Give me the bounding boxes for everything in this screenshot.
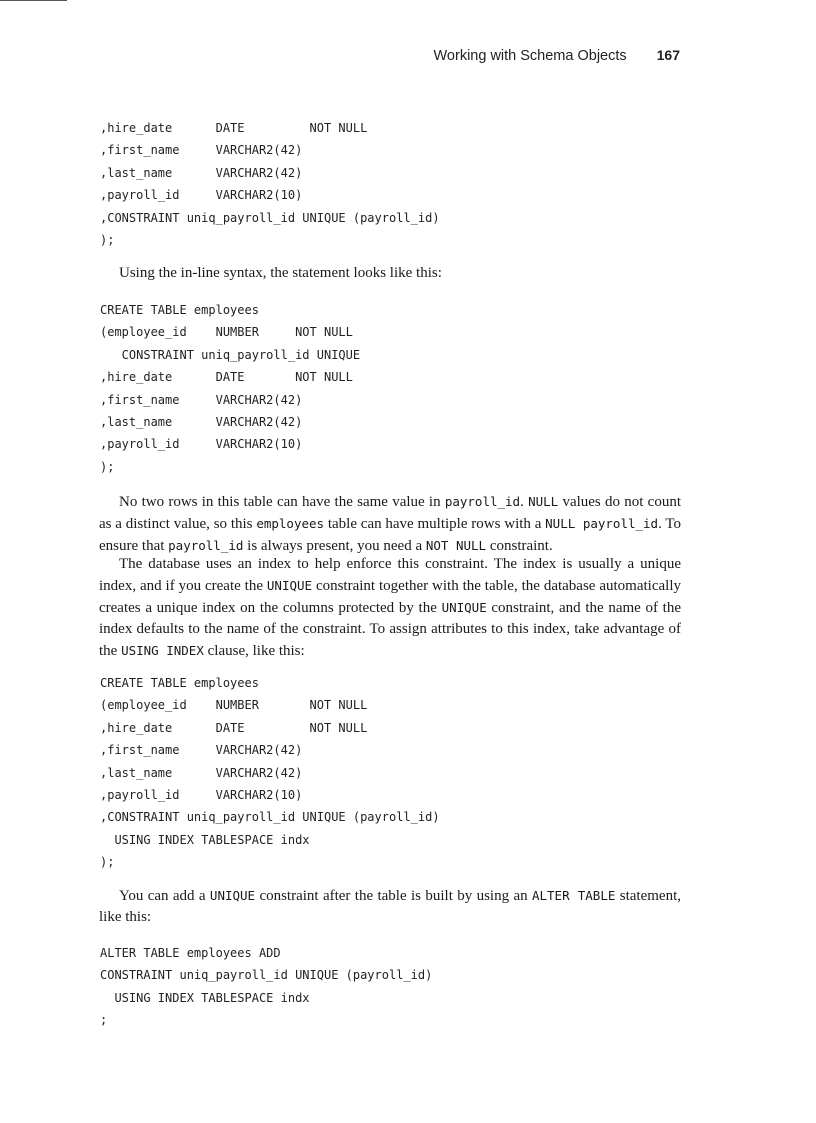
text-run: . To ensure that <box>99 516 681 554</box>
text-run: constraint. <box>486 538 553 554</box>
code-line: ,payroll_id VARCHAR2(10) <box>100 788 303 803</box>
text-run: You can add a <box>119 888 210 904</box>
corner-rule <box>0 0 67 1</box>
text-run: No two rows in this table can have the same value in <box>119 494 445 510</box>
code-line: CONSTRAINT uniq_payroll_id UNIQUE (payroll_id) <box>100 968 433 983</box>
text-run: is always present, you need a <box>243 538 426 554</box>
code-line: CONSTRAINT uniq_payroll_id UNIQUE <box>100 347 361 362</box>
code-line: (employee_id NUMBER NOT NULL <box>100 698 368 713</box>
code-block-table-tail <box>100 117 440 251</box>
code-line: ,first_name VARCHAR2(42) <box>100 392 303 407</box>
inline-code: ALTER TABLE <box>531 888 616 903</box>
code-block-using-index <box>100 672 440 874</box>
code-line: ,CONSTRAINT uniq_payroll_id UNIQUE (payroll_id) <box>100 210 440 225</box>
code-line: ,last_name VARCHAR2(42) <box>100 415 303 430</box>
text-run: The database uses an index to help enforce this constraint. The index is usually a unique index, and if you create the <box>99 556 681 594</box>
inline-code: USING INDEX <box>121 643 204 658</box>
inline-code: employees <box>256 516 325 531</box>
text-run: table can have multiple rows with a <box>324 516 546 532</box>
running-title: Working with Schema Objects <box>433 48 627 64</box>
code-line: ; <box>100 1013 108 1028</box>
code-line: ,payroll_id VARCHAR2(10) <box>100 188 303 203</box>
paragraph-inline-syntax <box>99 263 681 284</box>
code-line: (employee_id NUMBER NOT NULL <box>100 325 353 340</box>
code-line: ,last_name VARCHAR2(42) <box>100 765 303 780</box>
inline-code: NULL <box>528 494 559 509</box>
text-run: constraint together with the table, the database automatically creates a unique index on the columns protected by the <box>99 578 681 616</box>
inline-code: payroll_id <box>168 538 244 553</box>
inline-code: payroll_id <box>444 494 521 509</box>
running-header <box>100 47 680 67</box>
page-number: 167 <box>656 47 680 63</box>
code-line: ); <box>100 855 115 870</box>
text-run: Using the in-line syntax, the statement looks like this: <box>119 265 442 281</box>
code-line: ,first_name VARCHAR2(42) <box>100 743 303 758</box>
code-line: ,CONSTRAINT uniq_payroll_id UNIQUE (payroll_id) <box>100 810 440 825</box>
text-run: values do not count as a distinct value, so this <box>99 494 681 532</box>
inline-code: NOT NULL <box>425 538 487 553</box>
code-line: ,hire_date DATE NOT NULL <box>100 370 353 385</box>
text-run: constraint, and the name of the index defaults to the name of the constraint. To assign attributes to this index, take advantage of the <box>99 600 682 659</box>
code-line: ); <box>100 233 115 248</box>
code-line: CREATE TABLE employees <box>100 303 259 317</box>
inline-code: UNIQUE <box>209 888 256 903</box>
code-line: CREATE TABLE employees <box>100 676 259 690</box>
code-line: ); <box>100 459 115 474</box>
inline-code: UNIQUE <box>266 578 313 593</box>
code-line: USING INDEX TABLESPACE indx <box>100 832 310 847</box>
text-run: . <box>520 494 529 510</box>
text-run: constraint after the table is built by using an <box>255 888 532 904</box>
code-line: ,hire_date DATE NOT NULL <box>100 720 368 735</box>
code-block-alter-table <box>100 942 432 1032</box>
code-line: ,first_name VARCHAR2(42) <box>100 143 303 158</box>
code-block-inline-create <box>100 299 360 478</box>
code-line: ,payroll_id VARCHAR2(10) <box>100 437 303 452</box>
inline-code: UNIQUE <box>441 600 487 615</box>
paragraph-alter-table <box>99 885 681 928</box>
paragraph-null-values <box>99 491 681 557</box>
code-line: ALTER TABLE employees ADD <box>100 946 281 960</box>
text-run: clause, like this: <box>203 643 305 659</box>
text-run: statement, like this: <box>99 888 681 925</box>
paragraph-unique-index <box>99 554 681 662</box>
code-line: USING INDEX TABLESPACE indx <box>100 990 310 1005</box>
inline-code: NULL payroll_id <box>545 516 659 531</box>
code-line: ,last_name VARCHAR2(42) <box>100 165 303 180</box>
code-line: ,hire_date DATE NOT NULL <box>100 121 368 135</box>
